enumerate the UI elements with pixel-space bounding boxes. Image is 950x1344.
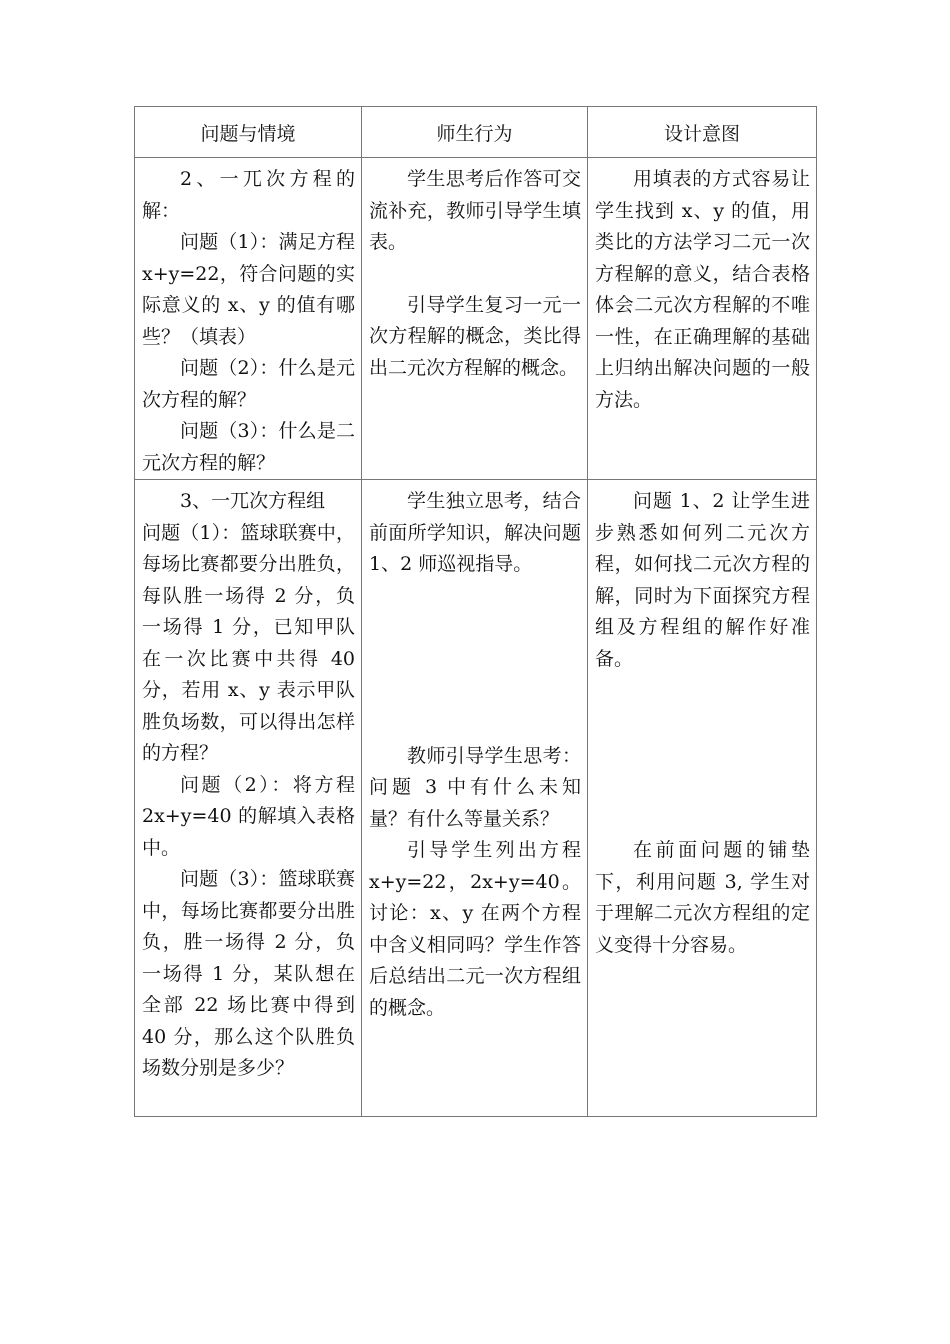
row2-col1-p2: 问题（1）：篮球联赛中，每场比赛都要分出胜负，每队胜一场得 2 分，负一场得 1 分，已知甲队在一次比赛中共得 40 分，若用 x、y 表示甲队胜负场数，可以得出怎样的方程？	[142, 521, 355, 764]
row1-intent-cell	[588, 158, 817, 480]
row1-col2-p2: 引导学生复习一元一次方程解的概念，类比得出二元次方程解的概念。	[369, 293, 581, 379]
row1-behavior-cell	[362, 158, 588, 480]
row2-col1-p1: 3、一兀次方程组	[180, 490, 326, 512]
row2-col1-p4: 问题（3）：篮球联赛中，每场比赛都要分出胜负，胜一场得 2 分，负一场得 1 分，某队想在全部 22 场比赛中得到 40 分，那么这个队胜负场数分别是多少？	[142, 868, 355, 1079]
row2-col2-p2: 教师引导学生思考：问题 3 中有什么未知量？有什么等量关系？	[369, 744, 581, 830]
row1-col2-p1: 学生思考后作答可交流补充，教师引导学生填表。	[369, 168, 581, 253]
row1-col1-p3: 问题（2）：什么是元次方程的解？	[142, 357, 355, 411]
row2-col3-p1: 问题 1、2 让学生进步熟悉如何列二元次方程，如何找二元次方程的解，同时为下面探究方程组及方程组的解作好准备。	[595, 490, 810, 670]
table-row	[135, 480, 817, 1117]
row2-col2-p3: 引导学生列出方程 x+y=22，2x+y=40。讨论：x、y 在两个方程中含义相同吗？学生作答后总结出二元一次方程组的概念。	[369, 839, 581, 1019]
row2-col1-p3: 问题（2）：将方程 2x+y=40 的解填入表格中。	[142, 773, 355, 859]
header-design-intent: 设计意图	[588, 107, 817, 158]
row2-col2-p1: 学生独立思考，结合前面所学知识，解决问题 1、2 师巡视指导。	[369, 490, 581, 575]
table-header-row	[135, 107, 817, 158]
row1-col1-p2: 问题（1）：满足方程 x+y=22，符合问题的实际意义的 x、y 的值有哪些？（填表）	[142, 231, 355, 348]
header-teacher-student-behavior: 师生行为	[362, 107, 588, 158]
header-problem-situation: 问题与情境	[135, 107, 362, 158]
row2-problem-cell	[135, 480, 362, 1117]
row2-col3-p2: 在前面问题的铺垫下，利用问题 3, 学生对于理解二元次方程组的定义变得十分容易。	[595, 839, 810, 956]
table-row	[135, 158, 817, 480]
row1-problem-cell	[135, 158, 362, 480]
lesson-plan-table	[134, 106, 817, 1117]
row2-intent-cell	[588, 480, 817, 1117]
row1-col3-p1: 用填表的方式容易让学生找到 x、y 的值，用类比的方法学习二元一次方程解的意义，结合表格体会二元次方程解的不唯一性，在正确理解的基础上归纳出解决问题的一般方法。	[595, 168, 810, 411]
row1-col1-p1: 2、一兀次方程的解：	[142, 168, 355, 222]
row2-behavior-cell	[362, 480, 588, 1117]
row1-col1-p4: 问题（3）：什么是二元次方程的解？	[142, 420, 355, 474]
